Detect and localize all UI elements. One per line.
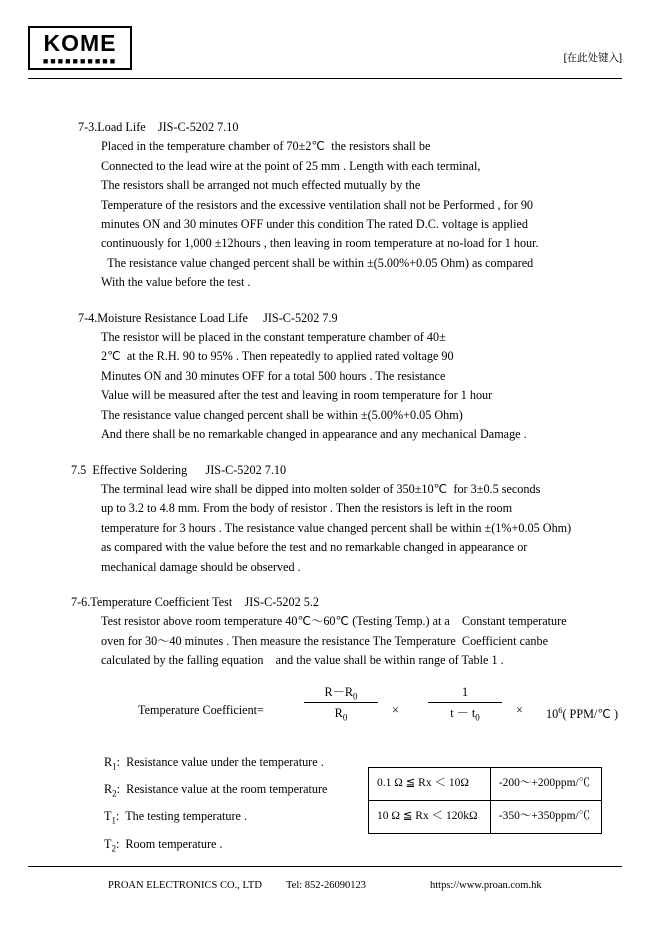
section-line: minutes ON and 30 minutes OFF under this condition The rated D.C. voltage is applied [101, 217, 528, 232]
section-line: Value will be measured after the test and leaving in room temperature for 1 hour [101, 388, 493, 403]
section-effective-soldering [71, 461, 602, 577]
definition-row: $T_1$: The testing temperature . [104, 809, 248, 826]
section-line: The resistance value changed percent shall be within ±(5.00%+0.05 Ohm) as compared [101, 255, 534, 270]
company-logo [28, 26, 132, 70]
footer-telephone: Tel: 852-26090123 [286, 880, 367, 891]
section-line: With the value before the test . [101, 275, 251, 290]
formula-label: Temperature Coefficient= [138, 702, 264, 717]
footer-company-name: PROAN ELECTRONICS CO., LTD [108, 880, 262, 891]
formula-tail: $10^6$( PPM/℃ ) [546, 704, 619, 721]
formula-multiply-1: × [392, 702, 399, 717]
footer-divider [28, 866, 622, 867]
section-line: The resistors shall be arranged not much effected mutually by the [101, 178, 421, 193]
table-row [369, 800, 602, 833]
section-line: Test resistor above room temperature 40℃～60℃ (Testing Temp.) at a Constant temperature [101, 614, 567, 629]
section-line: oven for 30～40 minutes . Then measure the resistance The Temperature Coefficient canbe [101, 633, 548, 648]
section-line: And there shall be no remarkable changed in appearance and any mechanical Damage . [101, 427, 527, 442]
page-header [28, 26, 622, 72]
table-cell-coefficient: -200～+200ppm/℃ [490, 767, 601, 800]
section-moisture-resistance-load-life [78, 309, 602, 445]
section-line: Temperature of the resistors and the excessive ventilation shall not be Performed , for 90 [101, 197, 534, 212]
section-line: mechanical damage should be observed . [101, 559, 301, 574]
section-line: continuously for 1,000 ±12hours , then leaving in room temperature at no-load for 1 hour. [101, 236, 539, 251]
table-cell-coefficient: -350～+350ppm/℃ [490, 800, 601, 833]
formula-numerator-1: $R-R_0$ [324, 684, 358, 701]
document-body [71, 118, 619, 887]
section-line: Placed in the temperature chamber of 70±2℃ the resistors shall be [101, 139, 431, 154]
section-heading: 7-3.Load Life JIS-C-5202 7.10 [78, 120, 239, 134]
definitions-and-table [78, 751, 602, 871]
section-heading: 7.5 Effective Soldering JIS-C-5202 7.10 [71, 462, 287, 477]
footer-website-link[interactable]: https://www.proan.com.hk [430, 880, 542, 891]
header-placeholder-note: [在此处键入] [563, 52, 622, 64]
section-line: as compared with the value before the test and no remarkable changed in appearance or [101, 540, 528, 555]
table-row [369, 767, 602, 800]
header-divider [28, 78, 622, 79]
temperature-coefficient-formula [138, 681, 619, 739]
formula-multiply-2: × [516, 702, 523, 717]
section-heading: 7-4.Moisture Resistance Load Life JIS-C-5202 7.9 [78, 310, 338, 325]
section-line: The terminal lead wire shall be dipped into molten solder of 350±10℃ for 3±0.5 seconds [101, 481, 541, 496]
section-line: Connected to the lead wire at the point of 25 mm . Length with each terminal, [101, 158, 481, 173]
section-line: temperature for 3 hours . The resistance value changed percent shall be within ±(1%+0.05 Ohm) [101, 520, 572, 535]
formula-denominator-1: $R_0$ [334, 705, 348, 722]
section-heading: 7-6.Temperature Coefficient Test JIS-C-5202 5.2 [71, 594, 319, 609]
formula-numerator-2: 1 [461, 684, 469, 699]
fraction-bar [428, 702, 502, 703]
logo-text: KOME [43, 30, 117, 56]
section-line: The resistance value changed percent shall be within ±(5.00%+0.05 Ohm) [101, 407, 463, 422]
temperature-coefficient-table [368, 767, 602, 834]
formula-fraction-1 [304, 683, 378, 722]
definition-row: $R_2$: Resistance value at the room temperature [104, 782, 328, 799]
section-line: 2℃ at the R.H. 90 to 95% . Then repeatedly to applied rated voltage 90 [101, 349, 454, 364]
section-line: up to 3.2 to 4.8 mm. From the body of resistor . Then the resistors is left in the room [101, 501, 513, 516]
table-cell-resistance-range: 0.1 Ω ≦ Rx ＜ 10Ω [369, 767, 491, 800]
definition-row: $T_2$: Room temperature . [104, 836, 223, 854]
definition-row: $R_1$: Resistance value under the temperature . [104, 754, 324, 771]
section-line: The resistor will be placed in the constant temperature chamber of 40± [101, 330, 446, 345]
formula-denominator-2: $t - t_0$ [450, 705, 480, 722]
formula-fraction-2 [428, 683, 502, 722]
logo-dots-decoration: ■■■■■■■■■■ [42, 56, 118, 66]
symbol-definitions [104, 751, 404, 861]
section-line: calculated by the falling equation and the value shall be within range of Table 1 . [101, 653, 504, 668]
section-line: Minutes ON and 30 minutes OFF for a total 500 hours . The resistance [101, 368, 446, 383]
table-cell-resistance-range: 10 Ω ≦ Rx ＜ 120kΩ [369, 800, 491, 833]
fraction-bar [304, 702, 378, 703]
section-temperature-coefficient-test [71, 593, 619, 871]
section-load-life [78, 118, 602, 293]
